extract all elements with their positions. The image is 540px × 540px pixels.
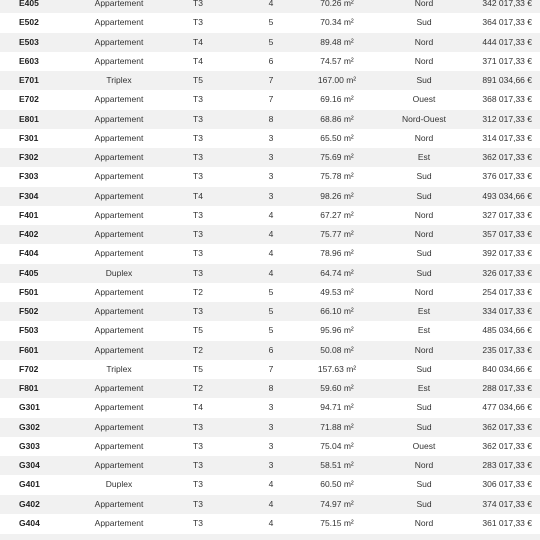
surface-cell: 64.74 m²: [320, 267, 354, 278]
property-type-cell: Appartement: [94, 36, 144, 47]
orientation-cell: Est: [417, 306, 431, 316]
table-row[interactable]: [0, 52, 540, 71]
surface-cell: 95.96 m²: [320, 325, 354, 336]
lot-number-cell: E405: [19, 0, 39, 8]
surface-cell: 75.77 m²: [320, 229, 354, 239]
lot-number-cell: G402: [19, 498, 40, 509]
table-row[interactable]: [0, 206, 540, 225]
property-type-cell: Appartement: [94, 460, 144, 470]
lot-number-cell: G304: [19, 460, 40, 470]
property-type-cell: Appartement: [94, 17, 144, 28]
price-cell: 361 017,33 €: [482, 517, 532, 528]
property-type-cell: Appartement: [94, 344, 144, 355]
property-type-cell: Appartement: [94, 152, 144, 162]
lot-number-cell: F401: [19, 209, 39, 220]
price-cell: 371 017,33 €: [482, 55, 532, 66]
typology-cell: T2: [193, 383, 203, 393]
property-type-cell: Duplex: [105, 267, 133, 278]
property-type-cell: Appartement: [94, 517, 144, 528]
property-type-cell: Appartement: [94, 306, 144, 316]
typology-cell: T3: [193, 171, 203, 182]
property-type-cell: Appartement: [94, 286, 144, 297]
price-cell: 312 017,33 €: [482, 113, 532, 124]
table-row[interactable]: [0, 110, 540, 129]
surface-cell: 49.53 m²: [320, 286, 354, 297]
price-cell: 283 017,33 €: [482, 460, 532, 470]
typology-cell: T4: [193, 190, 203, 201]
surface-cell: 67.27 m²: [320, 209, 354, 220]
orientation-cell: Sud: [416, 498, 432, 509]
surface-cell: 157.63 m²: [317, 363, 357, 374]
orientation-cell: Sud: [416, 479, 432, 490]
lot-number-cell: F402: [19, 229, 39, 239]
floor-cell: 8: [268, 383, 274, 393]
orientation-cell: Nord: [414, 55, 434, 66]
table-row[interactable]: [0, 321, 540, 340]
lot-number-cell: E701: [19, 75, 39, 85]
property-type-cell: Appartement: [94, 325, 144, 336]
surface-cell: 94.71 m²: [320, 402, 354, 413]
orientation-cell: Sud: [416, 267, 432, 278]
table-row[interactable]: [0, 283, 540, 302]
price-cell: 326 017,33 €: [482, 267, 532, 278]
lot-number-cell: G302: [19, 421, 40, 432]
surface-cell: 60.50 m²: [320, 479, 354, 490]
lot-number-cell: E503: [19, 36, 39, 47]
surface-cell: 59.60 m²: [320, 383, 354, 393]
orientation-cell: Sud: [416, 402, 432, 413]
table-row[interactable]: [0, 398, 540, 417]
table-row[interactable]: [0, 475, 540, 494]
floor-cell: 4: [268, 209, 274, 220]
typology-cell: T4: [193, 55, 203, 66]
property-type-cell: Triplex: [106, 75, 132, 85]
table-row[interactable]: [0, 341, 540, 360]
surface-cell: 75.78 m²: [320, 171, 354, 182]
orientation-cell: Nord: [414, 344, 434, 355]
lot-number-cell: F801: [19, 383, 39, 393]
lot-number-cell: G404: [19, 517, 40, 528]
property-type-cell: Appartement: [94, 421, 144, 432]
orientation-cell: Ouest: [412, 440, 436, 451]
property-type-cell: Appartement: [94, 498, 144, 509]
floor-cell: 4: [268, 267, 274, 278]
lot-number-cell: E603: [19, 55, 39, 66]
lot-number-cell: F502: [19, 306, 39, 316]
table-row[interactable]: [0, 0, 540, 13]
orientation-cell: Est: [417, 325, 431, 336]
lot-number-cell: F304: [19, 190, 39, 201]
floor-cell: 6: [268, 344, 274, 355]
floor-cell: 3: [268, 460, 274, 470]
typology-cell: T2: [193, 286, 203, 297]
orientation-cell: Sud: [416, 421, 432, 432]
property-type-cell: Appartement: [94, 248, 144, 259]
typology-cell: T3: [193, 0, 203, 8]
surface-cell: 78.96 m²: [320, 248, 354, 259]
typology-cell: T3: [193, 517, 203, 528]
price-cell: 327 017,33 €: [482, 209, 532, 220]
price-cell: 891 034,66 €: [482, 75, 532, 85]
price-cell: 342 017,33 €: [482, 0, 532, 8]
lot-number-cell: G303: [19, 440, 40, 451]
lot-number-cell: G401: [19, 479, 40, 490]
price-cell: 376 017,33 €: [482, 171, 532, 182]
typology-cell: T3: [193, 440, 203, 451]
typology-cell: T3: [193, 267, 203, 278]
price-cell: 362 017,33 €: [482, 421, 532, 432]
table-row[interactable]: [0, 437, 540, 456]
table-row[interactable]: [0, 360, 540, 379]
floor-cell: 5: [268, 36, 274, 47]
orientation-cell: Sud: [416, 171, 432, 182]
orientation-cell: Sud: [416, 248, 432, 259]
property-type-cell: Appartement: [94, 94, 144, 105]
orientation-cell: Nord: [414, 229, 434, 239]
surface-cell: 70.34 m²: [320, 17, 354, 28]
floor-cell: 4: [268, 0, 274, 8]
floor-cell: 3: [268, 421, 274, 432]
price-cell: 444 017,33 €: [482, 36, 532, 47]
orientation-cell: Nord: [414, 286, 434, 297]
surface-cell: 58.51 m²: [320, 460, 354, 470]
surface-cell: 74.57 m²: [320, 55, 354, 66]
surface-cell: 98.26 m²: [320, 190, 354, 201]
table-row[interactable]: [0, 302, 540, 321]
floor-cell: 4: [268, 517, 274, 528]
typology-cell: T5: [193, 75, 203, 85]
table-bottom-edge: [0, 534, 540, 540]
price-cell: 362 017,33 €: [482, 440, 532, 451]
price-cell: 374 017,33 €: [482, 498, 532, 509]
property-type-cell: Appartement: [94, 440, 144, 451]
price-cell: 368 017,33 €: [482, 94, 532, 105]
price-cell: 314 017,33 €: [482, 132, 532, 143]
floor-cell: 3: [268, 190, 274, 201]
orientation-cell: Est: [417, 383, 431, 393]
floor-cell: 4: [268, 229, 274, 239]
price-cell: 362 017,33 €: [482, 152, 532, 162]
lot-number-cell: F404: [19, 248, 39, 259]
table-row[interactable]: [0, 225, 540, 244]
table-row[interactable]: [0, 13, 540, 32]
lot-number-cell: E801: [19, 113, 39, 124]
table-row[interactable]: [0, 187, 540, 206]
orientation-cell: Est: [417, 152, 431, 162]
table-row[interactable]: [0, 148, 540, 167]
typology-cell: T3: [193, 306, 203, 316]
orientation-cell: Nord: [414, 0, 434, 8]
surface-cell: 75.04 m²: [320, 440, 354, 451]
surface-cell: 65.50 m²: [320, 132, 354, 143]
lot-number-cell: F405: [19, 267, 39, 278]
orientation-cell: Nord: [414, 36, 434, 47]
typology-cell: T3: [193, 209, 203, 220]
price-cell: 840 034,66 €: [482, 363, 532, 374]
orientation-cell: Nord: [414, 209, 434, 220]
typology-cell: T3: [193, 229, 203, 239]
table-row[interactable]: [0, 456, 540, 475]
property-type-cell: Triplex: [106, 363, 132, 374]
table-row[interactable]: [0, 90, 540, 109]
floor-cell: 3: [268, 152, 274, 162]
lot-number-cell: F501: [19, 286, 39, 297]
lot-number-cell: F303: [19, 171, 39, 182]
orientation-cell: Sud: [416, 190, 432, 201]
typology-cell: T3: [193, 132, 203, 143]
typology-cell: T3: [193, 421, 203, 432]
table-row[interactable]: [0, 418, 540, 437]
floor-cell: 3: [268, 440, 274, 451]
surface-cell: 89.48 m²: [320, 36, 354, 47]
surface-cell: 68.86 m²: [320, 113, 354, 124]
typology-cell: T4: [193, 36, 203, 47]
price-cell: 493 034,66 €: [482, 190, 532, 201]
lot-number-cell: E502: [19, 17, 39, 28]
typology-cell: T4: [193, 402, 203, 413]
table-row[interactable]: [0, 514, 540, 533]
typology-cell: T3: [193, 248, 203, 259]
floor-cell: 4: [268, 479, 274, 490]
surface-cell: 70.26 m²: [320, 0, 354, 8]
floor-cell: 8: [268, 113, 274, 124]
orientation-cell: Ouest: [412, 94, 436, 105]
floor-cell: 4: [268, 498, 274, 509]
floor-cell: 6: [268, 55, 274, 66]
floor-cell: 3: [268, 171, 274, 182]
property-type-cell: Appartement: [94, 113, 144, 124]
typology-cell: T3: [193, 152, 203, 162]
price-cell: 357 017,33 €: [482, 229, 532, 239]
typology-cell: T3: [193, 479, 203, 490]
property-type-cell: Appartement: [94, 229, 144, 239]
floor-cell: 3: [268, 402, 274, 413]
orientation-cell: Sud: [416, 17, 432, 28]
typology-cell: T3: [193, 113, 203, 124]
table-row[interactable]: [0, 129, 540, 148]
lot-number-cell: F503: [19, 325, 39, 336]
table-row[interactable]: [0, 379, 540, 398]
typology-cell: T3: [193, 460, 203, 470]
surface-cell: 74.97 m²: [320, 498, 354, 509]
surface-cell: 75.69 m²: [320, 152, 354, 162]
property-type-cell: Appartement: [94, 402, 144, 413]
surface-cell: 71.88 m²: [320, 421, 354, 432]
table-row[interactable]: [0, 244, 540, 263]
price-cell: 392 017,33 €: [482, 248, 532, 259]
typology-cell: T5: [193, 325, 203, 336]
lot-number-cell: F601: [19, 344, 39, 355]
typology-cell: T3: [193, 94, 203, 105]
floor-cell: 7: [268, 75, 274, 85]
floor-cell: 7: [268, 363, 274, 374]
floor-cell: 4: [268, 248, 274, 259]
surface-cell: 167.00 m²: [317, 75, 357, 85]
floor-cell: 5: [268, 325, 274, 336]
property-type-cell: Appartement: [94, 171, 144, 182]
typology-cell: T3: [193, 17, 203, 28]
typology-cell: T5: [193, 363, 203, 374]
floor-cell: 5: [268, 286, 274, 297]
price-cell: 334 017,33 €: [482, 306, 532, 316]
table-row[interactable]: [0, 167, 540, 186]
price-cell: 254 017,33 €: [482, 286, 532, 297]
property-type-cell: Appartement: [94, 209, 144, 220]
lot-number-cell: F702: [19, 363, 39, 374]
surface-cell: 66.10 m²: [320, 306, 354, 316]
typology-cell: T3: [193, 498, 203, 509]
orientation-cell: Nord: [414, 460, 434, 470]
floor-cell: 3: [268, 132, 274, 143]
floor-cell: 7: [268, 94, 274, 105]
table-row[interactable]: [0, 495, 540, 514]
table-row[interactable]: [0, 33, 540, 52]
lot-number-cell: F301: [19, 132, 39, 143]
orientation-cell: Nord-Ouest: [402, 113, 446, 124]
lot-number-cell: E702: [19, 94, 39, 105]
typology-cell: T2: [193, 344, 203, 355]
price-cell: 306 017,33 €: [482, 479, 532, 490]
orientation-cell: Nord: [414, 517, 434, 528]
surface-cell: 50.08 m²: [320, 344, 354, 355]
property-type-cell: Appartement: [94, 0, 144, 8]
property-type-cell: Appartement: [94, 383, 144, 393]
price-cell: 288 017,33 €: [482, 383, 532, 393]
floor-cell: 5: [268, 17, 274, 28]
orientation-cell: Sud: [416, 75, 432, 85]
lot-number-cell: F302: [19, 152, 39, 162]
price-cell: 364 017,33 €: [482, 17, 532, 28]
property-type-cell: Appartement: [94, 190, 144, 201]
property-type-cell: Appartement: [94, 132, 144, 143]
property-type-cell: Duplex: [105, 479, 133, 490]
surface-cell: 75.15 m²: [320, 517, 354, 528]
property-type-cell: Appartement: [94, 55, 144, 66]
floor-cell: 5: [268, 306, 274, 316]
orientation-cell: Sud: [416, 363, 432, 374]
lot-number-cell: G301: [19, 402, 40, 413]
surface-cell: 69.16 m²: [320, 94, 354, 105]
price-cell: 477 034,66 €: [482, 402, 532, 413]
table-row[interactable]: [0, 71, 540, 90]
orientation-cell: Nord: [414, 132, 434, 143]
table-row[interactable]: [0, 264, 540, 283]
price-cell: 485 034,66 €: [482, 325, 532, 336]
price-cell: 235 017,33 €: [482, 344, 532, 355]
